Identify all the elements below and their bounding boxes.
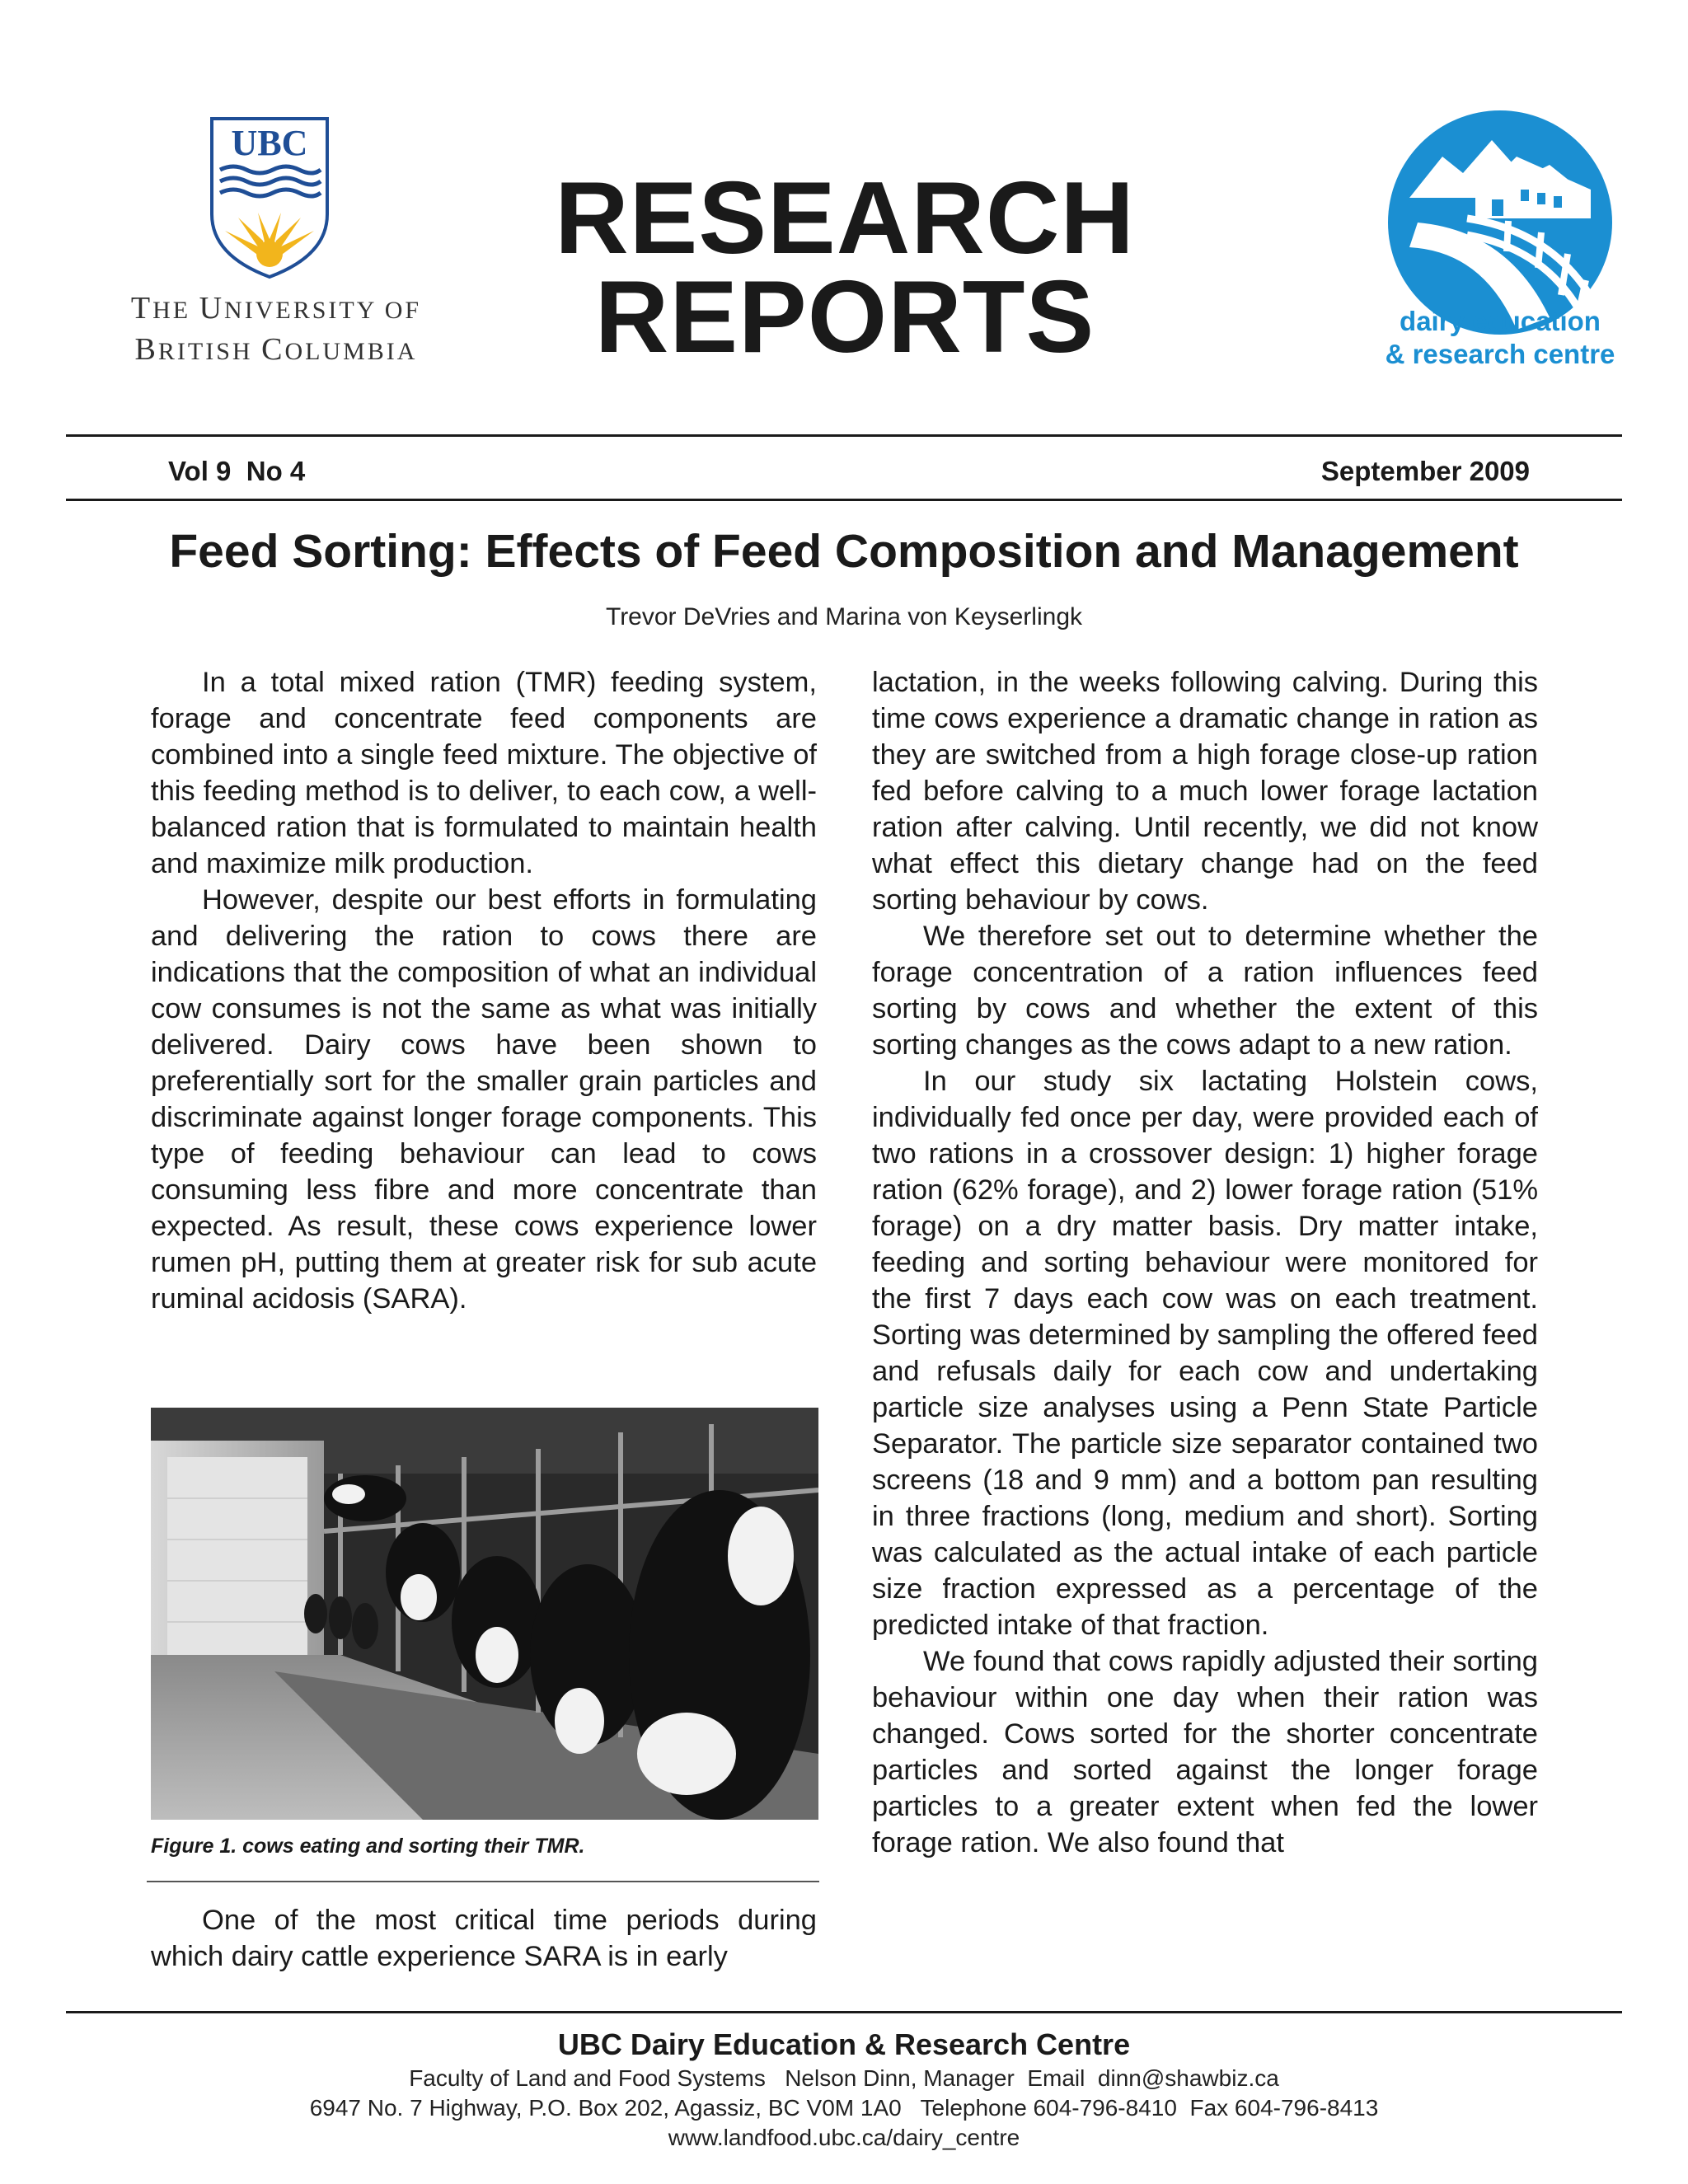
paragraph: lactation, in the weeks following calving. During this time cows experience a dramatic change in ration as they are switched from a high forage close-up ration fed before calving to a much lower forage lactation ration after calving. Until recently, we did not know what effect this dietary change had on the feed sorting behaviour by cows.: [872, 667, 1538, 916]
dairy-centre-name: [1368, 305, 1632, 371]
footer-website-link[interactable]: www.landfood.ubc.ca/dairy_centre: [668, 2125, 1020, 2150]
ubc-name-text: HE: [152, 297, 199, 324]
paragraph: However, despite our best efforts in formulating and delivering the ration to cows there are indications that the composition of what an individual cow consumes is not the same as what was initially delivered. Dairy cows have been shown to preferentially sort for the smaller grain particles and discriminate against longer forage components. This type of feeding behaviour can lead to cows consuming less fibre and more concentrate than expected. As result, these cows experience lower rumen pH, putting them at greater risk for sub acute ruminal acidosis (SARA).: [151, 884, 817, 1315]
footer-org: UBC Dairy Education & Research Centre: [557, 2027, 1131, 2061]
ubc-logo: [111, 99, 441, 371]
figure-rule: [147, 1881, 819, 1882]
article-title: Feed Sorting: Effects of Feed Composition and Management: [169, 525, 1519, 578]
footer: [0, 2026, 1688, 2153]
figure-caption: Figure 1. cows eating and sorting their TMR.: [151, 1835, 585, 1858]
left-column-continued: [151, 1902, 817, 1975]
ubc-shield-icon: [209, 115, 331, 280]
paragraph: One of the most critical time periods during which dairy cattle experience SARA is in early: [151, 1905, 817, 1972]
ubc-shield-text: UBC: [231, 123, 308, 163]
paragraph: In our study six lactating Holstein cows, individually fed once per day, were provided each of two rations in a crossover design: 1) higher forage ration (62% forage), and 2) lower forage ration (51% forage) on a dry matter basis. Dry matter intake, feeding and sorting behaviour were monitored for the first 7 days each cow was on each treatment. Sorting was determined by sampling the offered feed and refusals daily for each cow and undertaking particle size analyses using a Penn State Particle Separator. The particle size separator contained two screens (18 and 9 mm) and a bottom pan resulting in three fractions (long, medium and short). Sorting was calculated as the actual intake of each particle size fraction expressed as a percentage of the predicted intake of that fraction.: [872, 1066, 1538, 1641]
masthead-line2: REPORTS: [594, 260, 1095, 374]
issue-rule: [66, 499, 1622, 501]
issue-volume: Vol 9 No 4: [168, 456, 306, 486]
paragraph: We found that cows rapidly adjusted their sorting behaviour within one day when their ration was changed. Cows sorted for the shorter concentrate particles and sorted against the longer forage particles to a greater extent when fed the lower forage ration. We also found that: [872, 1646, 1538, 1858]
footer-address: 6947 No. 7 Highway, P.O. Box 202, Agassiz, BC V0M 1A0 Telephone 604-796-8410 Fax 604-796-8413: [309, 2095, 1379, 2121]
footer-contact: Faculty of Land and Food Systems Nelson Dinn, Manager Email dinn@shawbiz.ca: [409, 2065, 1279, 2091]
footer-rule: [66, 2011, 1622, 2013]
ubc-name-text: OLUMBIA: [284, 338, 418, 365]
ubc-name-text: RITISH: [157, 338, 262, 365]
ubc-name-text: NIVERSITY OF: [224, 297, 422, 324]
dairy-centre-logo: [1368, 107, 1632, 379]
right-column: [872, 664, 1538, 1861]
ubc-name-initial: U: [199, 291, 225, 326]
top-rule: [66, 434, 1622, 437]
ubc-name-initial: C: [261, 332, 285, 367]
figure-photo: [151, 1408, 818, 1820]
paragraph: In a total mixed ration (TMR) feeding system, forage and concentrate feed components are combined into a single feed mixture. The objective of this feeding method is to deliver, to each cow, a well-balanced ration that is formulated to maintain health and maximize milk production.: [151, 667, 817, 879]
dairy-name-line2: & research centre: [1385, 339, 1615, 369]
issue-date: September 2009: [1320, 456, 1530, 486]
masthead-line1: RESEARCH: [555, 162, 1135, 275]
ubc-name-line2: [111, 331, 441, 368]
article-authors: Trevor DeVries and Marina von Keyserlingk: [605, 603, 1082, 630]
left-column: [151, 664, 817, 1317]
masthead: [495, 162, 1195, 374]
cows-photo-image: [151, 1408, 818, 1820]
ubc-name-line1: [111, 290, 441, 326]
ubc-name-initial: B: [134, 332, 158, 367]
dairy-name-line1: dairy education: [1400, 306, 1601, 336]
ubc-name-initial: T: [130, 291, 153, 326]
barn-icon: [1385, 107, 1615, 338]
paragraph: We therefore set out to determine whether the forage concentration of a ration influences feed sorting by cows and whether the extent of this sorting changes as the cows adapt to a new ration.: [872, 921, 1538, 1061]
